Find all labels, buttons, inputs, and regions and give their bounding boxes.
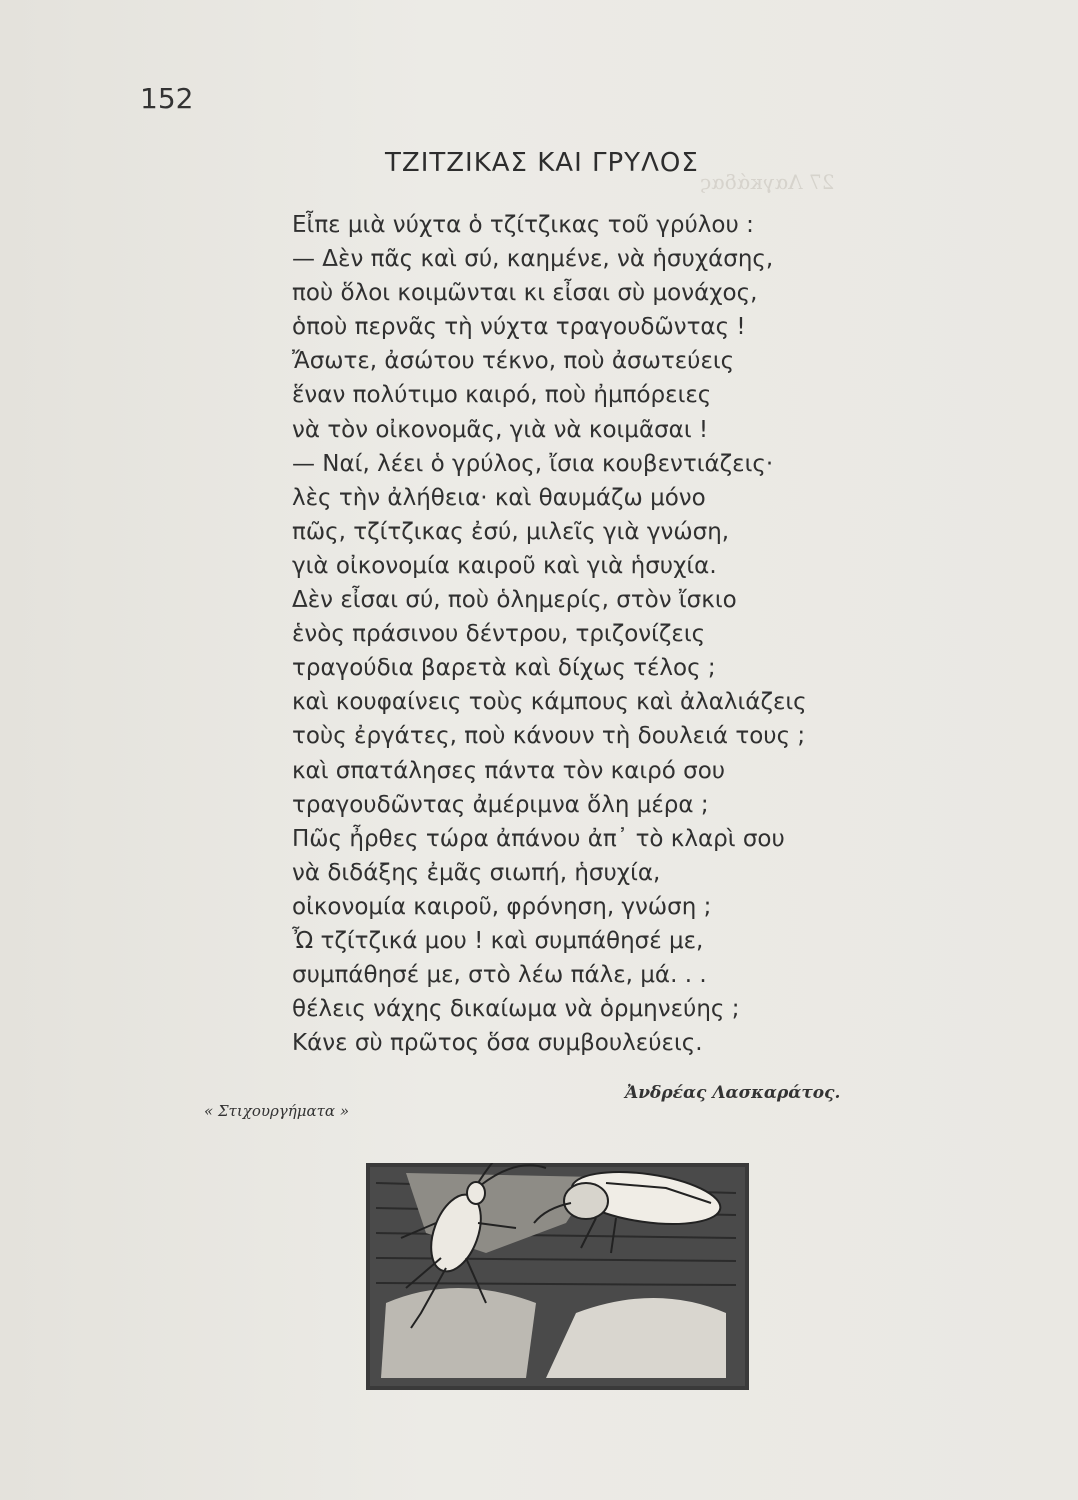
poem-line: Εἶπε μιὰ νύχτα ὁ τζίτζικας τοῦ γρύλου : [292, 212, 754, 238]
poem-line: Πῶς ἦρθες τώρα ἀπάνου ἀπ᾽ τὸ κλαρὶ σου [292, 825, 785, 852]
poem-line: Δὲν εἶσαι σύ, ποὺ ὁλημερίς, στὸν ἴσκιο [292, 587, 737, 614]
poem-line: καὶ κουφαίνεις τοὺς κάμπους καὶ ἀλαλιάζεις [292, 689, 807, 716]
poem-line: ποὺ ὅλοι κοιμῶνται κι εἶσαι σὺ μονάχος, [292, 280, 758, 307]
poem-line: οἰκονομία καιροῦ, φρόνηση, γνώση ; [292, 893, 712, 920]
poem-line: τοὺς ἐργάτες, ποὺ κάνουν τὴ δουλειά τους ; [292, 723, 806, 750]
author-signature: Ἀνδρέας Λασκαράτος. [625, 1083, 841, 1103]
poem-line: καὶ σπατάλησες πάντα τὸν καιρό σου [292, 757, 726, 784]
poem-body [292, 208, 932, 1060]
bleed-through-text: 27 Λαγκάδας [700, 170, 835, 194]
poem-line: νὰ τὸν οἰκονομᾶς, γιὰ νὰ κοιμᾶσαι ! [292, 416, 709, 443]
poem-line: Κάνε σὺ πρῶτος ὅσα συμβουλεύεις. [292, 1030, 703, 1057]
poem-line: Ὦ τζίτζικά μου ! καὶ συμπάθησέ με, [292, 927, 704, 954]
poem-line: ἕναν πολύτιμο καιρό, ποὺ ἠμπόρειες [292, 382, 712, 409]
page-number: 152 [140, 82, 194, 115]
poem-line: ὁποὺ περνᾶς τὴ νύχτα τραγουδῶντας ! [292, 314, 746, 341]
poem-line: τραγουδῶντας ἀμέριμνα ὅλη μέρα ; [292, 791, 709, 818]
poem-line: ἑνὸς πράσινου δέντρου, τριζονίζεις [292, 621, 706, 648]
source-citation: « Στιχουργήματα » [204, 1102, 349, 1120]
poem-line: γιὰ οἰκονομία καιροῦ καὶ γιὰ ἡσυχία. [292, 552, 717, 579]
poem-title: ΤΖΙΤΖΙΚΑΣ ΚΑΙ ΓΡΥΛΟΣ [385, 148, 699, 178]
poem-line: συμπάθησέ με, στὸ λέω πάλε, μά. . . [292, 962, 707, 989]
poem-line: θέλεις νάχης δικαίωμα νὰ ὁρμηνεύης ; [292, 996, 740, 1023]
poem-line: τραγούδια βαρετὰ καὶ δίχως τέλος ; [292, 655, 716, 682]
woodcut-illustration [366, 1163, 749, 1390]
poem-line: πῶς, τζίτζικας ἐσύ, μιλεῖς γιὰ γνώση, [292, 518, 730, 545]
poem-line: — Δὲν πᾶς καὶ σύ, καημένε, νὰ ἡσυχάσης, [292, 246, 774, 273]
poem-line: Ἄσωτε, ἀσώτου τέκνο, ποὺ ἀσωτεύεις [292, 348, 735, 375]
poem-line: νὰ διδάξης ἐμᾶς σιωπή, ἡσυχία, [292, 859, 661, 886]
poem-line: — Ναί, λέει ὁ γρύλος, ἴσια κουβεντιάζεις· [292, 450, 774, 477]
poem-line: λὲς τὴν ἀλήθεια· καὶ θαυμάζω μόνο [292, 484, 706, 511]
